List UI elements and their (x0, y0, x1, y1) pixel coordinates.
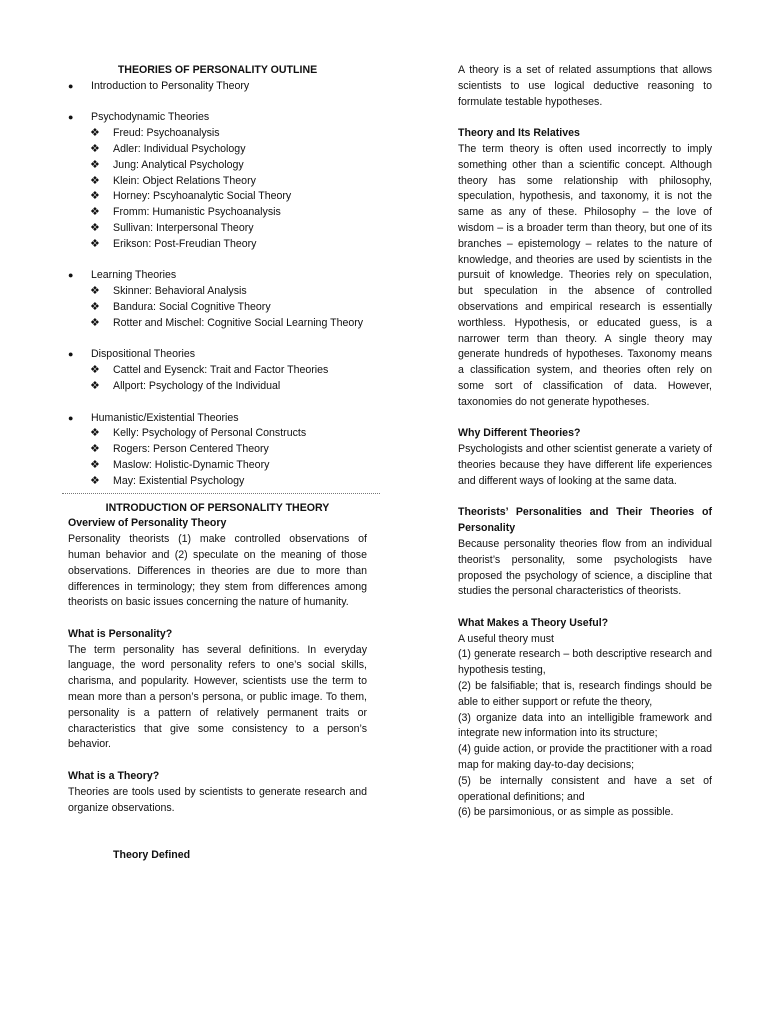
diamond-bullet-icon: ❖ (90, 300, 100, 313)
diamond-bullet-icon: ❖ (90, 174, 100, 187)
useful-theory-item: (5) be internally consistent and have a set of operational definitions; and (458, 774, 712, 803)
theory-relatives-heading: Theory and Its Relatives (458, 127, 580, 140)
what-is-personality-paragraph: The term personality has several definitions. In everyday language, the word personality refers to one’s social skills, charisma, and popularity. However, scientists use the term to mean more than a person’s persona, or public image. To them, personality is a pattern of relatively permanent traits or characteristics that give some consistency to a person’s behavior. (68, 643, 367, 751)
useful-theory-item: (3) organize data into an intelligible framework and integrate new information into its structure; (458, 711, 712, 740)
outline-sub-item: ❖ Freud: Psychoanalysis (68, 126, 367, 142)
outline-sub-item: ❖ Rogers: Person Centered Theory (68, 442, 367, 458)
outline-sub-item: ❖ Fromm: Humanistic Psychoanalysis (68, 205, 367, 221)
theory-relatives-paragraph: The term theory is often used incorrectly to imply something other than a scientific concept. Although theory has some relationship with philosophy, speculation, hypothesis, and taxonomy, it is not the same as any of these. Philosophy – the love of wisdom – is a broader term than theory, but one of its branches – epistemology – relates to the nature of knowledge, and theories are used by scientists in the pursuit of knowledge. Theories rely on speculation, but speculation in the absence of controlled observations and empirical research is essentially worthless. Hypothesis, or educated guess, is a narrower term than theory. A single theory may generate hundreds of hypotheses. Taxonomy means a classification system, and theories often rely on some sort of classification of data. However, taxonomies do not generate hypotheses. (458, 142, 712, 408)
diamond-bullet-icon: ❖ (90, 458, 100, 471)
diamond-bullet-icon: ❖ (90, 316, 100, 329)
useful-theory-item: (4) guide action, or provide the practitioner with a road map for making day-to-day decisions; (458, 743, 712, 772)
section-divider (62, 493, 380, 494)
outline-group-label: Dispositional Theories (91, 348, 196, 361)
diamond-bullet-icon: ❖ (90, 221, 100, 234)
left-column (68, 63, 367, 864)
outline-sub-item: ❖ Erikson: Post-Freudian Theory (68, 237, 367, 253)
theorists-personalities-paragraph: Because personality theories flow from an individual theorist’s personality, some psychologists have proposed the psychology of science, a discipline that studies the personal characteristics of theorists. (458, 537, 712, 598)
theorists-personalities-heading: Theorists’ Personalities and Their Theories of Personality (458, 506, 712, 535)
useful-theory-intro: A useful theory must (458, 632, 554, 645)
outline-sub-item: ❖ Jung: Analytical Psychology (68, 158, 367, 174)
bullet-icon: ● (68, 412, 74, 423)
diamond-bullet-icon: ❖ (90, 158, 100, 171)
outline-sub-item: ❖ Klein: Object Relations Theory (68, 174, 367, 190)
bullet-icon: ● (68, 80, 74, 91)
right-column (458, 63, 712, 821)
outline-sub-item: ❖ Horney: Pscyhoanalytic Social Theory (68, 189, 367, 205)
diamond-bullet-icon: ❖ (90, 142, 100, 155)
outline-sub-item: ❖ Bandura: Social Cognitive Theory (68, 300, 367, 316)
why-different-theories-paragraph: Psychologists and other scientist generate a variety of theories because they have different life experiences and different ways of looking at the same data. (458, 443, 712, 487)
diamond-bullet-icon: ❖ (90, 190, 100, 203)
outline-group-learning (68, 268, 367, 284)
useful-theory-item: (2) be falsifiable; that is, research findings should be able to either support or refute the theory, (458, 680, 712, 708)
overview-heading: Overview of Personality Theory (68, 517, 227, 530)
what-is-theory-paragraph: Theories are tools used by scientists to generate research and organize observations. (68, 785, 367, 814)
outline-group-label: Humanistic/Existential Theories (91, 411, 239, 424)
useful-theory-heading: What Makes a Theory Useful? (458, 616, 609, 629)
useful-theory-item: (1) generate research – both descriptive research and hypothesis testing, (458, 648, 712, 677)
diamond-bullet-icon: ❖ (90, 285, 100, 298)
outline-intro-label: Introduction to Personality Theory (91, 79, 250, 92)
outline-sub-item: ❖ Rotter and Mischel: Cognitive Social Learning Theory (68, 316, 367, 332)
diamond-bullet-icon: ❖ (90, 206, 100, 219)
what-is-theory-heading: What is a Theory? (68, 770, 160, 783)
outline-group-humanistic (68, 411, 367, 427)
diamond-bullet-icon: ❖ (90, 474, 100, 487)
what-is-personality-heading: What is Personality? (68, 627, 173, 640)
why-different-theories-heading: Why Different Theories? (458, 427, 581, 440)
diamond-bullet-icon: ❖ (90, 379, 100, 392)
outline-sub-item: ❖ Sullivan: Interpersonal Theory (68, 221, 367, 237)
outline-sub-item: ❖ Skinner: Behavioral Analysis (68, 284, 367, 300)
intro-heading: INTRODUCTION OF PERSONALITY THEORY (105, 501, 330, 514)
outline-group-dispositional (68, 347, 367, 363)
diamond-bullet-icon: ❖ (90, 364, 100, 377)
diamond-bullet-icon: ❖ (90, 427, 100, 440)
outline-intro-item (68, 79, 367, 95)
diamond-bullet-icon: ❖ (90, 443, 100, 456)
outline-sub-item: ❖ May: Existential Psychology (68, 474, 367, 490)
outline-sub-item: ❖ Allport: Psychology of the Individual (68, 379, 367, 395)
outline-sub-item: ❖ Cattel and Eysenck: Trait and Factor Theories (68, 363, 367, 379)
bullet-icon: ● (68, 112, 74, 123)
outline-group-label: Learning Theories (91, 269, 177, 282)
outline-sub-item: ❖ Kelly: Psychology of Personal Constructs (68, 426, 367, 442)
theory-defined-heading: Theory Defined (113, 849, 191, 862)
outline-group-psychodynamic (68, 110, 367, 126)
bullet-icon: ● (68, 349, 74, 360)
bullet-icon: ● (68, 270, 74, 281)
outline-sub-item: ❖ Maslow: Holistic-Dynamic Theory (68, 458, 367, 474)
useful-theory-item: (6) be parsimonious, or as simple as possible. (458, 806, 674, 819)
outline-title: THEORIES OF PERSONALITY OUTLINE (117, 64, 318, 76)
overview-paragraph: Personality theorists (1) make controlled observations of human behavior and (2) speculate on the meaning of those observations. Differences in theories are due to more than differences in terminology; they stem from differences among theorists on basic issues concerning the nature of humanity. (68, 533, 367, 609)
outline-sub-item: ❖ Adler: Individual Psychology (68, 142, 367, 158)
outline-group-label: Psychodynamic Theories (91, 111, 210, 124)
diamond-bullet-icon: ❖ (90, 127, 100, 140)
diamond-bullet-icon: ❖ (90, 237, 100, 250)
theory-definition-paragraph: A theory is a set of related assumptions that allows scientists to use logical deductive reasoning to formulate testable hypotheses. (458, 64, 712, 108)
